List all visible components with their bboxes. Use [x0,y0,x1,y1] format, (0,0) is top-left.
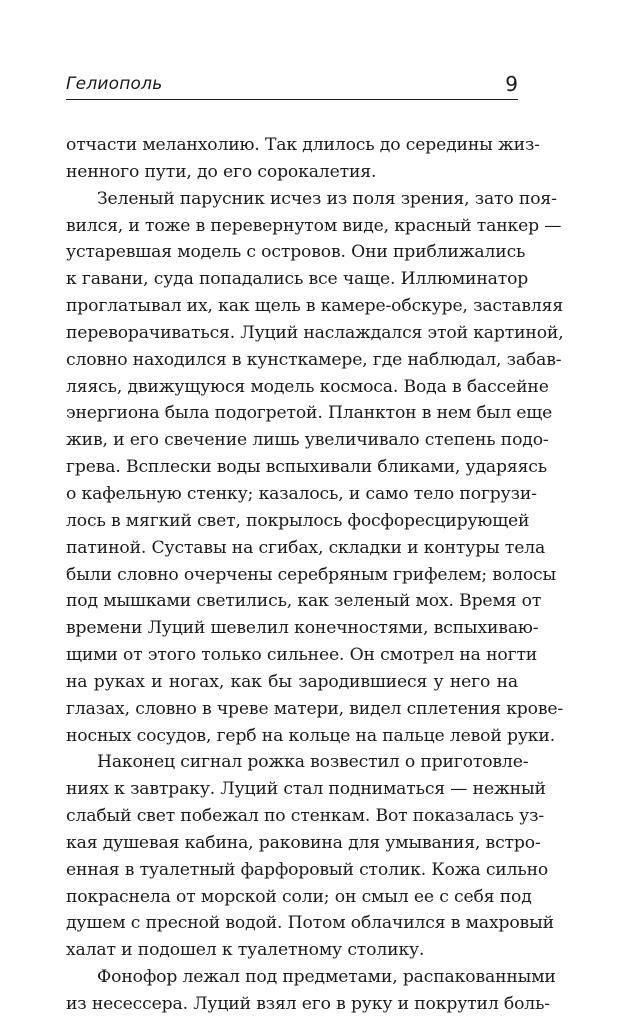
text-line: на руках и ногах, как бы зародившиеся у него на [66,671,518,692]
text-line: Фонофор лежал под предметами, распакованными [97,967,556,988]
text-line: ляясь, движущуюся модель космоса. Вода в бассейне [66,376,549,397]
text-line: под мышками светились, как зеленый мох. Время от [66,591,542,612]
text-line: грева. Всплески воды вспыхивали бликами, ударяясь [66,457,547,478]
header-rule [66,99,518,100]
running-title: Гелиополь [66,74,163,94]
text-line: энергиона была подогретой. Планктон в нем был еще [66,403,553,424]
text-line: слабый свет побежал по стенкам. Вот показалась уз- [66,806,545,827]
text-line: устаревшая модель с островов. Они приближались [66,242,526,263]
text-line: Зеленый парусник исчез из поля зрения, зато поя- [97,188,557,209]
text-line: кая душевая кабина, раковина для умывания, встро- [66,832,541,853]
text-line: словно находился в кунсткамере, где наблюдал, забав- [66,349,562,370]
text-line: вился, и тоже в перевернутом виде, красный танкер — [66,215,562,236]
text-line: проглатывал их, как щель в камере-обскуре, заставляя [66,296,564,317]
text-line: времени Луций шевелил конечностями, вспыхиваю- [66,618,539,639]
text-line: енная в туалетный фарфоровый столик. Кожа сильно [66,859,549,880]
text-line: ненного пути, до его сорокалетия. [66,161,377,182]
text-line: щими от этого только сильнее. Он смотрел на ногти [66,645,538,666]
text-line: были словно очерчены серебряным грифелем; волосы [66,564,557,585]
running-head [66,72,518,100]
text-line: к гавани, суда попадались все чаще. Иллюминатор [66,269,529,290]
text-line: халат и подошел к туалетному столику. [66,940,425,961]
text-line: глазах, словно в чреве матери, видел сплетения крове- [66,698,564,719]
text-line: о кафельную стенку; казалось, и само тело погрузи- [66,483,537,504]
page-number: 9 [505,72,518,96]
text-line: ниях к завтраку. Луций стал подниматься — нежный [66,779,546,800]
text-line: душем с пресной водой. Потом облачился в махровый [66,913,554,934]
text-line: из несессера. Луций взял его в руку и покрутил боль- [66,994,550,1014]
body-text [66,132,564,1018]
text-line: переворачиваться. Луций наслаждался этой картиной, [66,322,564,343]
text-line: покраснела от морской соли; он смыл ее с себя под [66,886,532,907]
text-line: отчасти меланхолию. Так длилось до середины жиз- [66,135,540,155]
text-line: патиной. Суставы на сгибах, складки и контуры тела [66,537,546,558]
text-line: жив, и его свечение лишь увеличивало степень подо- [66,430,549,451]
text-line: Наконец сигнал рожка возвестил о приготовле- [97,752,529,773]
text-line: лось в мягкий свет, покрылось фосфоресцирующей [66,510,530,531]
text-line: носных сосудов, герб на кольце на пальце левой руки. [66,725,556,746]
